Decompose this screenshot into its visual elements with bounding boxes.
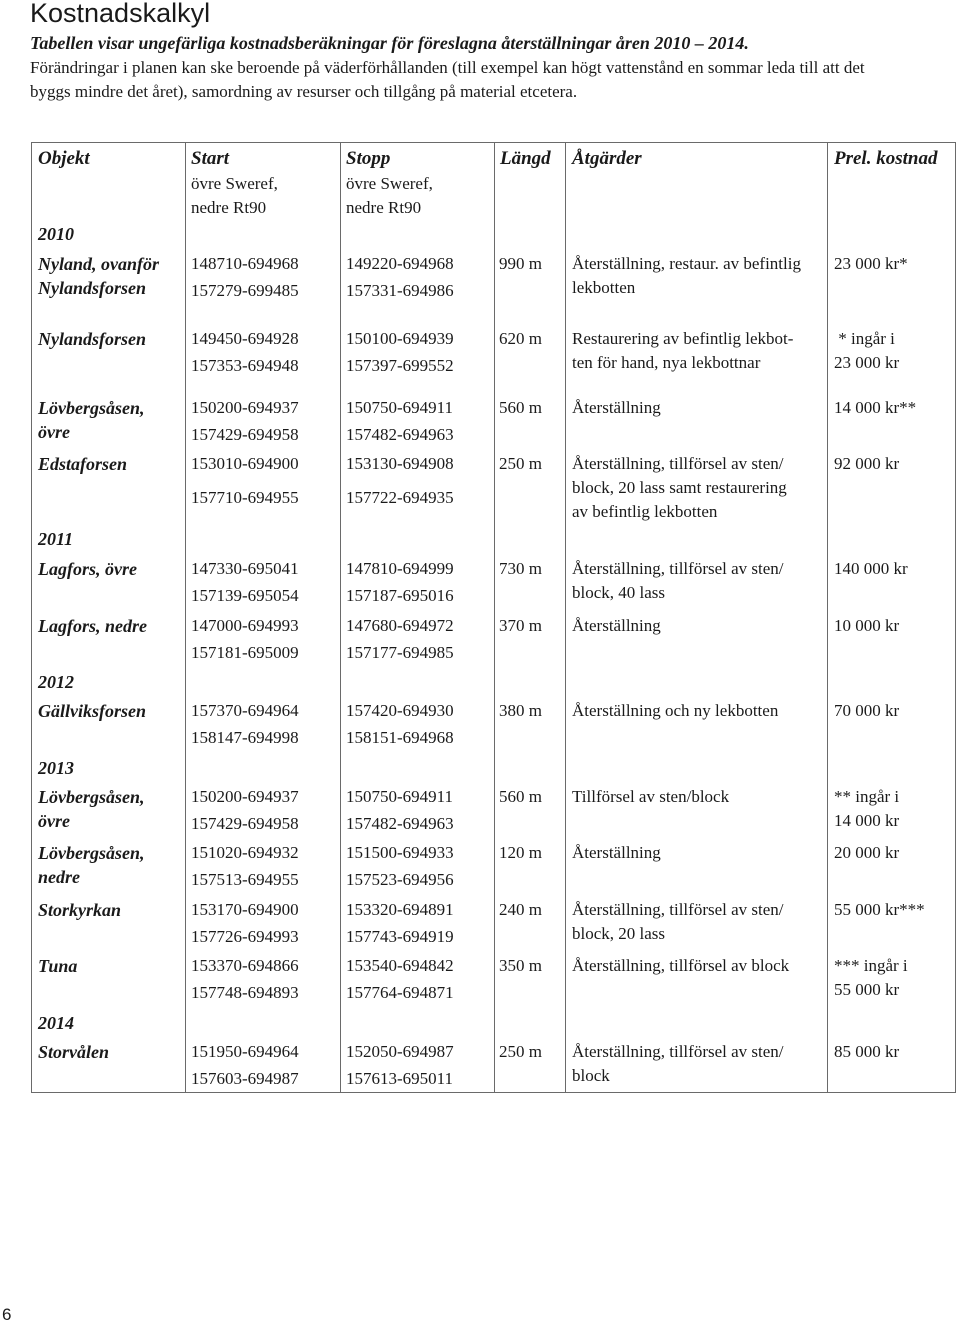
cost-value: 140 000 kr [834, 559, 908, 578]
cost-value: 23 000 kr* [834, 254, 908, 273]
stop-coordinates: 150750-694911 157482-694963 [346, 787, 454, 833]
length-value: 240 m [499, 900, 542, 919]
start-coordinates: 148710-694968 157279-699485 [191, 254, 299, 300]
cost-value: 55 000 kr*** [834, 900, 925, 919]
table-caption: Tabellen visar ungefärliga kostnadsberäkningar för föreslagna återställningar åren 2010 – 2014. [30, 33, 749, 53]
length-value: 380 m [499, 701, 542, 720]
length-value: 350 m [499, 956, 542, 975]
length-value: 250 m [499, 454, 542, 473]
length-value: 560 m [499, 398, 542, 417]
actions-text: Återställning, tillförsel av block [572, 956, 790, 975]
column-divider [494, 143, 495, 1092]
column-header-length: Längd [500, 148, 551, 169]
column-header-stop: Stopp [346, 148, 391, 169]
length-value: 730 m [499, 559, 542, 578]
object-name: Lagfors, nedre [38, 616, 147, 636]
actions-text: Tillförsel av sten/block [572, 787, 730, 806]
column-divider [565, 143, 566, 1092]
cost-value: 20 000 kr [834, 843, 900, 862]
actions-text: Återställning, tillförsel av sten/ block, 20 lass [572, 900, 784, 943]
length-value: 990 m [499, 254, 542, 273]
object-name: Tuna [38, 956, 78, 976]
cost-table [31, 142, 956, 1093]
column-subheader-start: övre Sweref, nedre Rt90 [191, 174, 278, 217]
stop-coordinates: 150750-694911 157482-694963 [346, 398, 454, 444]
start-coordinates: 150200-694937 157429-694958 [191, 787, 299, 833]
intro-line: byggs mindre det året), samordning av resurser och tillgång på material etcetera. [30, 82, 578, 101]
actions-text: Återställning [572, 616, 661, 635]
actions-text: Återställning [572, 843, 661, 862]
column-divider [185, 143, 186, 1092]
intro-paragraph [30, 56, 945, 104]
start-coordinates: 147330-695041 157139-695054 [191, 559, 299, 605]
page-number: 6 [2, 1305, 12, 1324]
cost-value: 10 000 kr [834, 616, 900, 635]
stop-coordinates: 153130-694908 157722-694935 [346, 454, 454, 507]
column-header-actions: Åtgärder [572, 148, 642, 169]
column-divider [827, 143, 828, 1092]
actions-text: Återställning, tillförsel av sten/ block, 20 lass samt restaurering av befintlig lekbotten [572, 454, 787, 521]
stop-coordinates: 147810-694999 157187-695016 [346, 559, 454, 605]
cost-value: *** ingår i 55 000 kr [834, 956, 908, 999]
actions-text: Återställning, tillförsel av sten/ block [572, 1042, 784, 1085]
stop-coordinates: 157420-694930 158151-694968 [346, 701, 454, 747]
cost-value: 85 000 kr [834, 1042, 900, 1061]
start-coordinates: 149450-694928 157353-694948 [191, 329, 299, 375]
stop-coordinates: 151500-694933 157523-694956 [346, 843, 454, 889]
object-name: Lövbergsåsen, övre [38, 787, 145, 831]
column-divider [340, 143, 341, 1092]
object-name: Lagfors, övre [38, 559, 137, 579]
length-value: 120 m [499, 843, 542, 862]
cost-value: 92 000 kr [834, 454, 900, 473]
column-header-object: Objekt [38, 148, 90, 169]
object-name: Lövbergsåsen, nedre [38, 843, 145, 887]
length-value: 370 m [499, 616, 542, 635]
length-value: 250 m [499, 1042, 542, 1061]
object-name: Storkyrkan [38, 900, 122, 920]
column-header-cost: Prel. kostnad [834, 148, 938, 169]
actions-text: Återställning [572, 398, 661, 417]
stop-coordinates: 153540-694842 157764-694871 [346, 956, 454, 1002]
cost-value: ** ingår i 14 000 kr [834, 787, 900, 830]
cost-value: 70 000 kr [834, 701, 900, 720]
start-coordinates: 151020-694932 157513-694955 [191, 843, 299, 889]
start-coordinates: 147000-694993 157181-695009 [191, 616, 299, 662]
object-name: Storvålen [38, 1042, 110, 1062]
object-name: Nyland, ovanför Nylandsforsen [38, 254, 159, 298]
start-coordinates: 151950-694964 157603-694987 [191, 1042, 299, 1088]
stop-coordinates: 149220-694968 157331-694986 [346, 254, 454, 300]
object-name: Gällviksforsen [38, 701, 146, 721]
cost-value: * ingår i 23 000 kr [834, 329, 900, 372]
length-value: 620 m [499, 329, 542, 348]
cost-value: 14 000 kr** [834, 398, 917, 417]
actions-text: Återställning, tillförsel av sten/ block, 40 lass [572, 559, 784, 602]
object-name: Nylandsforsen [38, 329, 147, 349]
length-value: 560 m [499, 787, 542, 806]
stop-coordinates: 153320-694891 157743-694919 [346, 900, 454, 946]
column-header-start: Start [191, 148, 230, 169]
intro-line: Förändringar i planen kan ske beroende på väderförhållanden (till exempel kan högt vattenstånd en sommar leda till att det [30, 58, 865, 77]
start-coordinates: 153370-694866 157748-694893 [191, 956, 299, 1002]
stop-coordinates: 150100-694939 157397-699552 [346, 329, 454, 375]
start-coordinates: 150200-694937 157429-694958 [191, 398, 299, 444]
actions-text: Restaurering av befintlig lekbot- ten för hand, nya lekbottnar [572, 329, 794, 372]
actions-text: Återställning, restaur. av befintlig lekbotten [572, 254, 801, 297]
object-name: Edstaforsen [38, 454, 128, 474]
start-coordinates: 153170-694900 157726-694993 [191, 900, 299, 946]
object-name: Lövbergsåsen, övre [38, 398, 145, 442]
stop-coordinates: 147680-694972 157177-694985 [346, 616, 454, 662]
page-title: Kostnadskalkyl [30, 0, 211, 28]
column-subheader-stop: övre Sweref, nedre Rt90 [346, 174, 433, 217]
start-coordinates: 153010-694900 157710-694955 [191, 454, 299, 507]
actions-text: Återställning och ny lekbotten [572, 701, 779, 720]
stop-coordinates: 152050-694987 157613-695011 [346, 1042, 454, 1088]
start-coordinates: 157370-694964 158147-694998 [191, 701, 299, 747]
